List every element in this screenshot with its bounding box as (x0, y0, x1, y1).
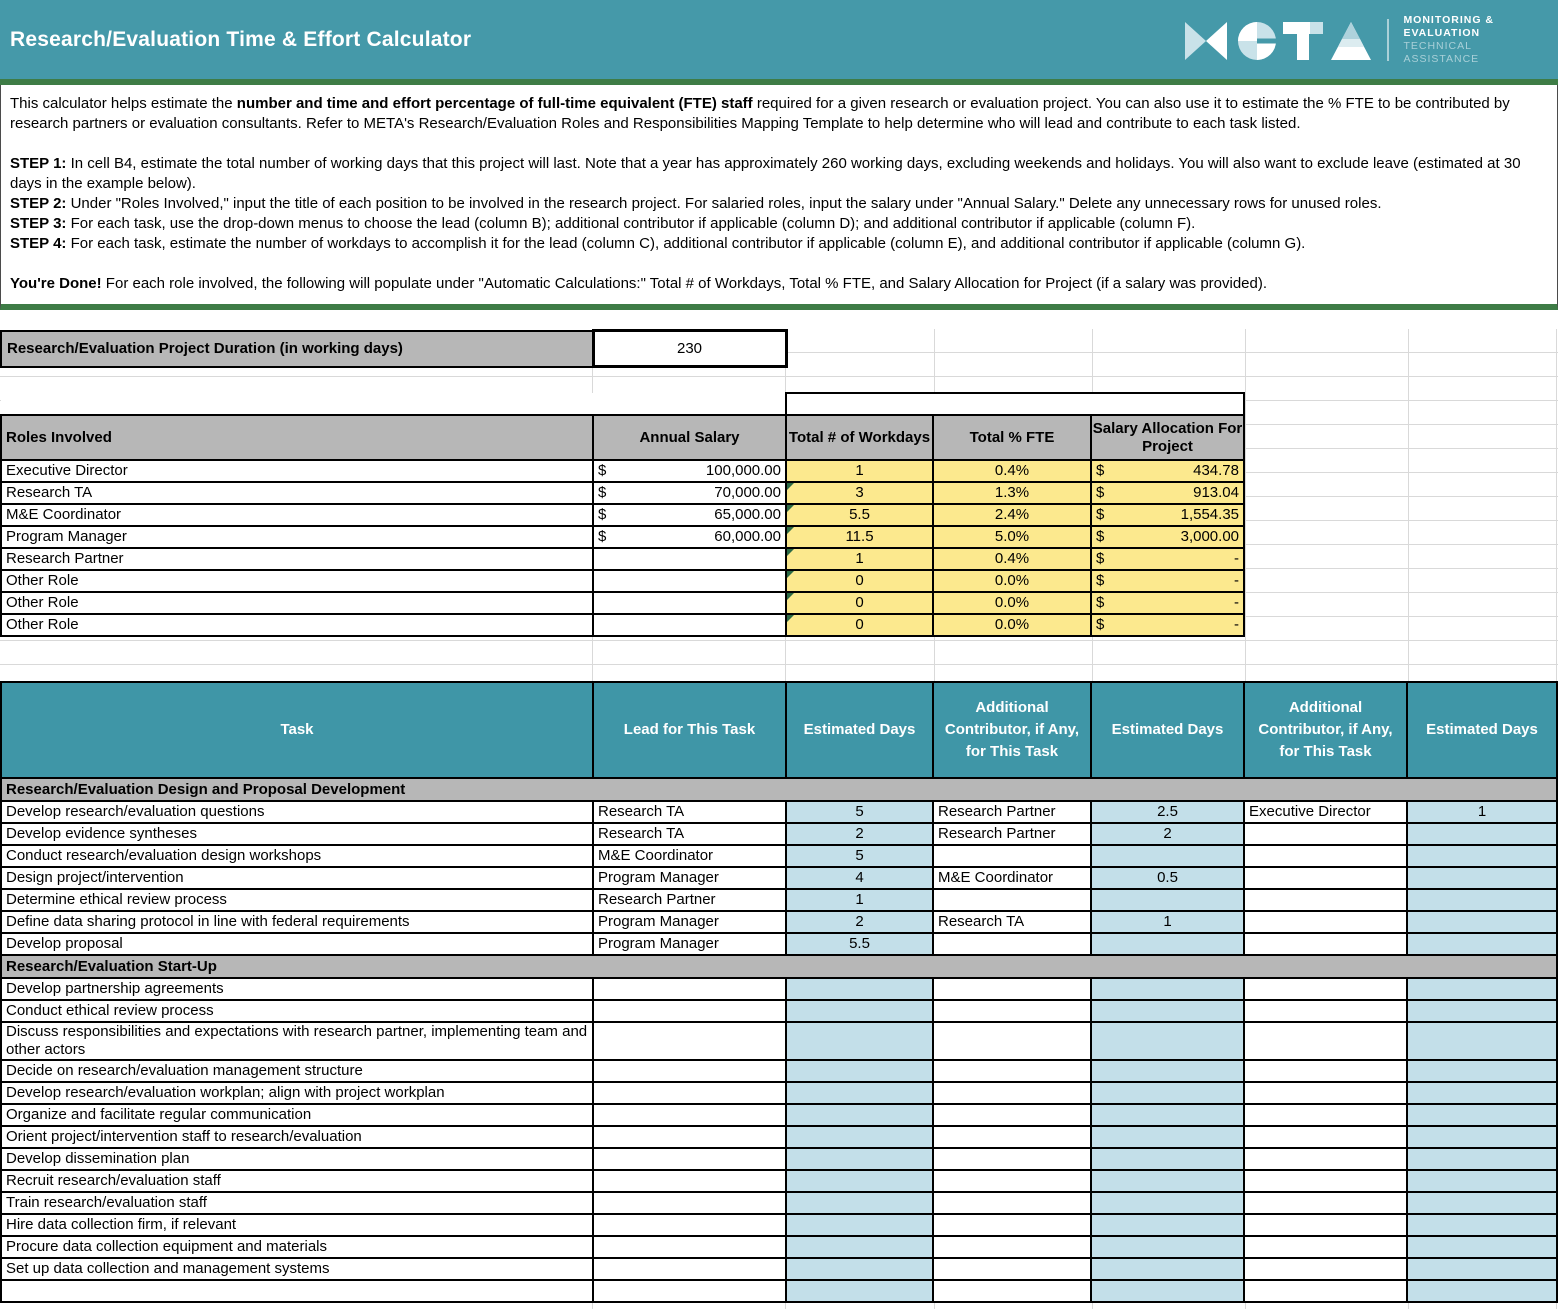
estimated-days-2-cell[interactable] (1091, 1192, 1244, 1214)
contributor-2-dropdown-cell[interactable]: Research Partner (933, 801, 1091, 823)
estimated-days-1-cell[interactable]: 2 (786, 823, 933, 845)
contributor-2-dropdown-cell[interactable] (933, 1258, 1091, 1280)
spreadsheet-area (0, 329, 1558, 1309)
total-workdays-cell: 5.5 (786, 504, 933, 526)
task-name-cell: Conduct research/evaluation design workshops (1, 845, 593, 867)
title-banner (0, 0, 1558, 85)
lead-dropdown-cell[interactable] (593, 1170, 786, 1192)
contributor-2-dropdown-cell[interactable] (933, 1082, 1091, 1104)
contributor-3-dropdown-cell[interactable] (1244, 1060, 1407, 1082)
task-name-cell: Develop partnership agreements (1, 978, 593, 1000)
contributor-3-dropdown-cell[interactable] (1244, 933, 1407, 955)
roles-table (0, 392, 1245, 637)
estimated-days-1-cell[interactable] (786, 978, 933, 1000)
annual-salary-cell[interactable]: $ 65,000.00 (593, 504, 786, 526)
contributor-3-dropdown-cell[interactable] (1244, 1148, 1407, 1170)
estimated-days-3-cell[interactable] (1407, 1280, 1557, 1302)
task-row (1, 911, 1557, 933)
logo-divider (1387, 19, 1389, 61)
additional-contributor-2-header: Additional Contributor, if Any, for This Task (1244, 682, 1407, 778)
estimated-days-1-cell[interactable] (786, 1126, 933, 1148)
roles-involved-header: Roles Involved (1, 415, 593, 460)
task-name-cell: Design project/intervention (1, 867, 593, 889)
lead-dropdown-cell[interactable] (593, 1060, 786, 1082)
task-name-cell: Decide on research/evaluation management structure (1, 1060, 593, 1082)
estimated-days-2-cell[interactable] (1091, 1022, 1244, 1060)
contributor-3-dropdown-cell[interactable]: Executive Director (1244, 801, 1407, 823)
instruction-step-3: STEP 3: For each task, use the drop-down menus to choose the lead (column B); additional contributor if applicable (column D); and additional contributor if applicable (column F). (10, 215, 1196, 232)
task-name-cell: Set up data collection and management systems (1, 1258, 593, 1280)
estimated-days-2-cell[interactable] (1091, 933, 1244, 955)
total-workdays-cell: 0 (786, 570, 933, 592)
contributor-2-dropdown-cell[interactable] (933, 933, 1091, 955)
role-row (1, 548, 1244, 570)
task-row (1, 1126, 1557, 1148)
lead-dropdown-cell[interactable]: Program Manager (593, 867, 786, 889)
estimated-days-1-cell[interactable] (786, 1258, 933, 1280)
estimated-days-3-cell[interactable] (1407, 1000, 1557, 1022)
estimated-days-2-cell[interactable] (1091, 1170, 1244, 1192)
estimated-days-2-cell[interactable] (1091, 1236, 1244, 1258)
contributor-3-dropdown-cell[interactable] (1244, 1280, 1407, 1302)
annual-salary-cell[interactable] (593, 570, 786, 592)
estimated-days-1-cell[interactable]: 5 (786, 845, 933, 867)
estimated-days-3-cell[interactable] (1407, 978, 1557, 1000)
estimated-days-1-cell[interactable] (786, 1148, 933, 1170)
role-name-cell[interactable]: Research Partner (1, 548, 593, 570)
task-name-cell: Develop evidence syntheses (1, 823, 593, 845)
task-row (1, 1258, 1557, 1280)
annual-salary-cell[interactable] (593, 614, 786, 636)
contributor-3-dropdown-cell[interactable] (1244, 1214, 1407, 1236)
page-title: Research/Evaluation Time & Effort Calculator (10, 27, 472, 51)
total-fte-cell: 0.0% (933, 614, 1091, 636)
estimated-days-2-cell[interactable] (1091, 1104, 1244, 1126)
estimated-days-3-cell[interactable] (1407, 1214, 1557, 1236)
task-name-cell: Procure data collection equipment and materials (1, 1236, 593, 1258)
contributor-3-dropdown-cell[interactable] (1244, 1082, 1407, 1104)
contributor-2-dropdown-cell[interactable] (933, 1126, 1091, 1148)
task-row (1, 933, 1557, 955)
estimated-days-1-cell[interactable]: 5 (786, 801, 933, 823)
role-name-cell[interactable]: Other Role (1, 570, 593, 592)
contributor-2-dropdown-cell[interactable] (933, 1000, 1091, 1022)
estimated-days-1-cell[interactable] (786, 1104, 933, 1126)
task-row (1, 1192, 1557, 1214)
task-row (1, 1022, 1557, 1060)
contributor-2-dropdown-cell[interactable] (933, 1214, 1091, 1236)
estimated-days-3-cell[interactable]: 1 (1407, 801, 1557, 823)
lead-dropdown-cell[interactable]: Research Partner (593, 889, 786, 911)
task-name-cell: Develop proposal (1, 933, 593, 955)
lead-dropdown-cell[interactable] (593, 1126, 786, 1148)
logo-tagline (1403, 14, 1494, 66)
role-row (1, 526, 1244, 548)
task-row (1, 978, 1557, 1000)
estimated-days-2-cell[interactable]: 0.5 (1091, 867, 1244, 889)
task-row (1, 1170, 1557, 1192)
estimated-days-1-cell[interactable]: 2 (786, 911, 933, 933)
salary-allocation-header: Salary Allocation For Project (1091, 415, 1244, 460)
total-fte-cell: 0.0% (933, 570, 1091, 592)
contributor-2-dropdown-cell[interactable] (933, 1022, 1091, 1060)
role-name-cell[interactable]: Research TA (1, 482, 593, 504)
contributor-3-dropdown-cell[interactable] (1244, 1192, 1407, 1214)
logo-tagline-line: EVALUATION (1403, 26, 1481, 39)
lead-dropdown-cell[interactable]: Program Manager (593, 933, 786, 955)
task-row (1, 1060, 1557, 1082)
contributor-2-dropdown-cell[interactable] (933, 1280, 1091, 1302)
lead-dropdown-cell[interactable] (593, 1148, 786, 1170)
salary-allocation-cell: $ - (1091, 592, 1244, 614)
estimated-days-3-cell[interactable] (1407, 933, 1557, 955)
lead-dropdown-cell[interactable] (593, 1022, 786, 1060)
salary-allocation-cell: $ 434.78 (1091, 460, 1244, 482)
estimated-days-2-cell[interactable]: 1 (1091, 911, 1244, 933)
task-row (1, 889, 1557, 911)
contributor-2-dropdown-cell[interactable]: Research Partner (933, 823, 1091, 845)
estimated-days-3-cell[interactable] (1407, 1170, 1557, 1192)
estimated-days-1-header: Estimated Days (786, 682, 933, 778)
contributor-3-dropdown-cell[interactable] (1244, 911, 1407, 933)
total-workdays-cell: 11.5 (786, 526, 933, 548)
logo-tagline-line: MONITORING & (1403, 13, 1494, 26)
additional-contributor-1-header: Additional Contributor, if Any, for This Task (933, 682, 1091, 778)
role-row (1, 592, 1244, 614)
lead-dropdown-cell[interactable] (593, 1082, 786, 1104)
salary-allocation-cell: $ - (1091, 570, 1244, 592)
contributor-2-dropdown-cell[interactable] (933, 889, 1091, 911)
annual-salary-cell[interactable]: $ 100,000.00 (593, 460, 786, 482)
estimated-days-3-cell[interactable] (1407, 1126, 1557, 1148)
contributor-2-dropdown-cell[interactable]: M&E Coordinator (933, 867, 1091, 889)
task-name-cell: Train research/evaluation staff (1, 1192, 593, 1214)
estimated-days-3-cell[interactable] (1407, 1022, 1557, 1060)
role-name-cell[interactable]: Other Role (1, 592, 593, 614)
estimated-days-3-cell[interactable] (1407, 1148, 1557, 1170)
total-fte-cell: 0.0% (933, 592, 1091, 614)
contributor-3-dropdown-cell[interactable] (1244, 1126, 1407, 1148)
contributor-3-dropdown-cell[interactable] (1244, 1236, 1407, 1258)
role-row (1, 482, 1244, 504)
contributor-2-dropdown-cell[interactable]: Research TA (933, 911, 1091, 933)
contributor-3-dropdown-cell[interactable] (1244, 978, 1407, 1000)
estimated-days-3-header: Estimated Days (1407, 682, 1557, 778)
estimated-days-1-cell[interactable]: 5.5 (786, 933, 933, 955)
roles-rows (1, 460, 1244, 636)
section-header: Research/Evaluation Design and Proposal Development (1, 778, 1557, 801)
total-fte-cell: 5.0% (933, 526, 1091, 548)
salary-allocation-cell: $ 3,000.00 (1091, 526, 1244, 548)
contributor-2-dropdown-cell[interactable] (933, 978, 1091, 1000)
total-workdays-cell: 1 (786, 548, 933, 570)
lead-dropdown-cell[interactable] (593, 1000, 786, 1022)
lead-dropdown-cell[interactable] (593, 978, 786, 1000)
estimated-days-3-cell[interactable] (1407, 867, 1557, 889)
contributor-2-dropdown-cell[interactable] (933, 1236, 1091, 1258)
task-row (1, 1104, 1557, 1126)
estimated-days-2-cell[interactable] (1091, 1082, 1244, 1104)
salary-allocation-cell: $ - (1091, 614, 1244, 636)
estimated-days-1-cell[interactable] (786, 1280, 933, 1302)
estimated-days-3-cell[interactable] (1407, 1236, 1557, 1258)
instructions-intro: This calculator helps estimate the number and time and effort percentage of full-time equivalent (FTE) staff required for a given research or evaluation project. You can also use it to estimate the % FTE to be contributed by research partners or evaluation consultants. Refer to META's Research/Evaluation Roles and Responsibilities Mapping Template to help determine who will lead and contribute to each task listed. (10, 95, 1510, 132)
lead-dropdown-cell[interactable] (593, 1236, 786, 1258)
contributor-3-dropdown-cell[interactable] (1244, 845, 1407, 867)
total-workdays-cell: 3 (786, 482, 933, 504)
contributor-2-dropdown-cell[interactable] (933, 1148, 1091, 1170)
contributor-2-dropdown-cell[interactable] (933, 1170, 1091, 1192)
annual-salary-cell[interactable] (593, 548, 786, 570)
instruction-step-4: STEP 4: For each task, estimate the number of workdays to accomplish it for the lead (column C), additional contributor if applicable (column E), and additional contributor if applicable (column G). (10, 235, 1306, 252)
total-workdays-cell: 0 (786, 592, 933, 614)
estimated-days-2-cell[interactable] (1091, 1280, 1244, 1302)
task-name-cell: Develop research/evaluation workplan; align with project workplan (1, 1082, 593, 1104)
meta-logo (1183, 14, 1494, 66)
contributor-3-dropdown-cell[interactable] (1244, 1022, 1407, 1060)
task-row (1, 867, 1557, 889)
project-duration-input-cell[interactable]: 230 (593, 331, 786, 367)
salary-allocation-cell: $ - (1091, 548, 1244, 570)
task-header: Task (1, 682, 593, 778)
estimated-days-1-cell[interactable] (786, 1082, 933, 1104)
estimated-days-2-cell[interactable] (1091, 1060, 1244, 1082)
salary-allocation-cell: $ 913.04 (1091, 482, 1244, 504)
lead-dropdown-cell[interactable]: Research TA (593, 801, 786, 823)
contributor-3-dropdown-cell[interactable] (1244, 867, 1407, 889)
estimated-days-1-cell[interactable] (786, 1000, 933, 1022)
task-name-cell: Orient project/intervention staff to research/evaluation (1, 1126, 593, 1148)
project-duration-label: Research/Evaluation Project Duration (in working days) (1, 331, 593, 367)
lead-dropdown-cell[interactable]: M&E Coordinator (593, 845, 786, 867)
instruction-step-2: STEP 2: Under "Roles Involved," input the title of each position to be involved in the research project. For salaried roles, input the salary under "Annual Salary." Delete any unnecessary rows for unused roles. (10, 195, 1382, 212)
contributor-2-dropdown-cell[interactable] (933, 1104, 1091, 1126)
lead-dropdown-cell[interactable] (593, 1214, 786, 1236)
estimated-days-1-cell[interactable] (786, 1214, 933, 1236)
total-workdays-header: Total # of Workdays (786, 415, 933, 460)
estimated-days-3-cell[interactable] (1407, 1082, 1557, 1104)
estimated-days-2-cell[interactable] (1091, 845, 1244, 867)
total-fte-header: Total % FTE (933, 415, 1091, 460)
estimated-days-1-cell[interactable] (786, 1060, 933, 1082)
instructions-box (0, 85, 1558, 310)
contributor-3-dropdown-cell[interactable] (1244, 1258, 1407, 1280)
task-table (0, 681, 1558, 1303)
estimated-days-2-cell[interactable] (1091, 1214, 1244, 1236)
task-name-cell: Define data sharing protocol in line with federal requirements (1, 911, 593, 933)
total-fte-cell: 0.4% (933, 548, 1091, 570)
project-duration-row (0, 329, 788, 368)
task-name-cell: Conduct ethical review process (1, 1000, 593, 1022)
logo-tagline-line: ASSISTANCE (1403, 52, 1480, 65)
role-row (1, 614, 1244, 636)
estimated-days-2-cell[interactable] (1091, 889, 1244, 911)
estimated-days-1-cell[interactable]: 4 (786, 867, 933, 889)
role-row (1, 570, 1244, 592)
salary-allocation-cell: $ 1,554.35 (1091, 504, 1244, 526)
contributor-2-dropdown-cell[interactable] (933, 1060, 1091, 1082)
contributor-3-dropdown-cell[interactable] (1244, 823, 1407, 845)
logo-tagline-line: TECHNICAL (1403, 39, 1472, 52)
contributor-2-dropdown-cell[interactable] (933, 845, 1091, 867)
contributor-3-dropdown-cell[interactable] (1244, 1000, 1407, 1022)
task-name-cell: Develop dissemination plan (1, 1148, 593, 1170)
task-name-cell (1, 1280, 593, 1302)
lead-dropdown-cell[interactable]: Research TA (593, 823, 786, 845)
task-name-cell: Organize and facilitate regular communication (1, 1104, 593, 1126)
lead-header: Lead for This Task (593, 682, 786, 778)
lead-dropdown-cell[interactable] (593, 1104, 786, 1126)
contributor-3-dropdown-cell[interactable] (1244, 1104, 1407, 1126)
estimated-days-2-cell[interactable] (1091, 978, 1244, 1000)
estimated-days-2-header: Estimated Days (1091, 682, 1244, 778)
task-table-body (1, 778, 1557, 1302)
role-row (1, 504, 1244, 526)
contributor-2-dropdown-cell[interactable] (933, 1192, 1091, 1214)
estimated-days-3-cell[interactable] (1407, 889, 1557, 911)
estimated-days-3-cell[interactable] (1407, 1104, 1557, 1126)
lead-dropdown-cell[interactable] (593, 1258, 786, 1280)
task-row (1, 1214, 1557, 1236)
estimated-days-1-cell[interactable] (786, 1192, 933, 1214)
task-name-cell: Develop research/evaluation questions (1, 801, 593, 823)
contributor-3-dropdown-cell[interactable] (1244, 1170, 1407, 1192)
estimated-days-3-cell[interactable] (1407, 1060, 1557, 1082)
estimated-days-2-cell[interactable] (1091, 1258, 1244, 1280)
annual-salary-cell[interactable] (593, 592, 786, 614)
estimated-days-2-cell[interactable] (1091, 1126, 1244, 1148)
estimated-days-2-cell[interactable]: 2 (1091, 823, 1244, 845)
instructions-done-note: You're Done! For each role involved, the following will populate under "Automatic Calculations:" Total # of Workdays, Total % FTE, and Salary Allocation for Project (if a salary was provided). (10, 275, 1268, 292)
task-row (1, 801, 1557, 823)
annual-salary-cell[interactable]: $ 70,000.00 (593, 482, 786, 504)
annual-salary-header: Annual Salary (593, 415, 786, 460)
estimated-days-3-cell[interactable] (1407, 911, 1557, 933)
estimated-days-2-cell[interactable]: 2.5 (1091, 801, 1244, 823)
task-name-cell: Determine ethical review process (1, 889, 593, 911)
role-name-cell[interactable]: M&E Coordinator (1, 504, 593, 526)
estimated-days-2-cell[interactable] (1091, 1000, 1244, 1022)
automatic-calculations-header: Automatic Calculations (786, 393, 1244, 415)
lead-dropdown-cell[interactable]: Program Manager (593, 911, 786, 933)
total-fte-cell: 2.4% (933, 504, 1091, 526)
estimated-days-2-cell[interactable] (1091, 1148, 1244, 1170)
total-fte-cell: 1.3% (933, 482, 1091, 504)
task-name-cell: Recruit research/evaluation staff (1, 1170, 593, 1192)
total-fte-cell: 0.4% (933, 460, 1091, 482)
task-name-cell: Discuss responsibilities and expectations with research partner, implementing team and other actors (1, 1022, 593, 1060)
task-name-cell: Hire data collection firm, if relevant (1, 1214, 593, 1236)
task-row (1, 1000, 1557, 1022)
estimated-days-1-cell[interactable] (786, 1022, 933, 1060)
instruction-step-1: STEP 1: In cell B4, estimate the total number of working days that this project will last. Note that a year has approximately 260 working days, excluding weekends and holidays. You will also want to exclude leave (estimated at 30 days in the example below). (10, 155, 1521, 192)
contributor-3-dropdown-cell[interactable] (1244, 889, 1407, 911)
section-header: Research/Evaluation Start-Up (1, 955, 1557, 978)
role-name-cell[interactable]: Other Role (1, 614, 593, 636)
estimated-days-1-cell[interactable] (786, 1170, 933, 1192)
meta-logo-mark (1183, 14, 1373, 66)
lead-dropdown-cell[interactable] (593, 1192, 786, 1214)
role-row (1, 460, 1244, 482)
estimated-days-3-cell[interactable] (1407, 823, 1557, 845)
task-row (1, 845, 1557, 867)
total-workdays-cell: 0 (786, 614, 933, 636)
total-workdays-cell: 1 (786, 460, 933, 482)
estimated-days-1-cell[interactable] (786, 1236, 933, 1258)
estimated-days-3-cell[interactable] (1407, 845, 1557, 867)
task-row (1, 823, 1557, 845)
role-name-cell[interactable]: Executive Director (1, 460, 593, 482)
task-row (1, 1236, 1557, 1258)
task-row (1, 1280, 1557, 1302)
task-row (1, 1082, 1557, 1104)
task-row (1, 1148, 1557, 1170)
estimated-days-1-cell[interactable]: 1 (786, 889, 933, 911)
lead-dropdown-cell[interactable] (593, 1280, 786, 1302)
role-name-cell[interactable]: Program Manager (1, 526, 593, 548)
annual-salary-cell[interactable]: $ 60,000.00 (593, 526, 786, 548)
estimated-days-3-cell[interactable] (1407, 1258, 1557, 1280)
estimated-days-3-cell[interactable] (1407, 1192, 1557, 1214)
